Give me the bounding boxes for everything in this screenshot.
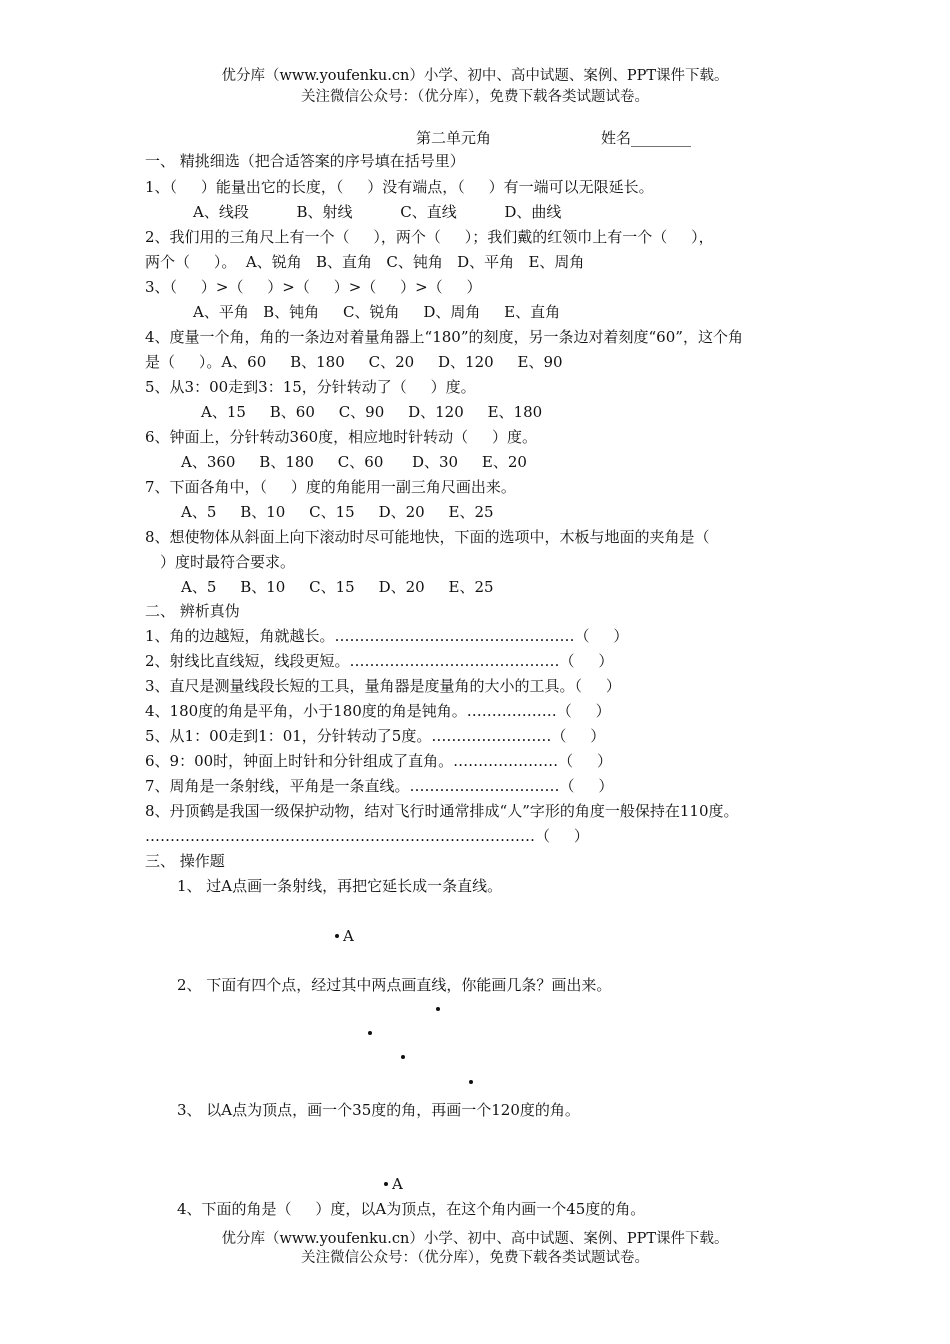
section3-heading: 三、 操作题 [145, 852, 225, 870]
question-line: 7、下面各角中，（ ）度的角能用一副三角尺画出来。 [145, 478, 516, 496]
footer-line-2: 关注微信公众号：（优分库），免费下载各类试题试卷。 [301, 1250, 649, 1266]
operation-question-2: 2、 下面有四个点，经过其中两点画直线，你能画几条？画出来。 [177, 976, 612, 994]
true-false-item: 8、丹顶鹤是我国一级保护动物，结对飞行时通常排成“人”字形的角度一般保持在110度。 [145, 802, 739, 820]
point-a-dot [335, 934, 339, 938]
point-dot [469, 1080, 473, 1084]
true-false-item: 1、角的边越短，角就越长。…………………………………………（ ） [145, 627, 629, 645]
point-dot [436, 1007, 440, 1011]
point-dot [401, 1055, 405, 1059]
options-line: A、平角 B、钝角 C、锐角 D、周角 E、直角 [193, 303, 561, 321]
true-false-item: 7、周角是一条射线，平角是一条直线。…………………………（ ） [145, 777, 614, 795]
options-line: A、5 B、10 C、15 D、20 E、25 [181, 503, 494, 521]
section2-heading: 二、 辨析真伪 [145, 602, 240, 620]
name-label: 姓名________ [601, 129, 692, 147]
question-line: 3、（ ）>（ ）>（ ）>（ ）>（ ） [145, 278, 482, 296]
question-line: ）度时最符合要求。 [160, 553, 296, 571]
operation-question-4: 4、下面的角是（ ）度，以A为顶点，在这个角内画一个45度的角。 [177, 1200, 646, 1218]
question-line: 1、（ ）能量出它的长度，（ ）没有端点，（ ）有一端可以无限延长。 [145, 178, 654, 196]
operation-question-1: 1、 过A点画一条射线，再把它延长成一条直线。 [177, 877, 503, 895]
options-line: A、线段 B、射线 C、直线 D、曲线 [193, 203, 562, 221]
point-dot [368, 1031, 372, 1035]
question-line: 5、从3：00走到3：15，分针转动了（ ）度。 [145, 378, 476, 396]
point-a-dot [384, 1182, 388, 1186]
section1-heading: 一、 精挑细选（把合适答案的序号填在括号里） [145, 152, 465, 170]
true-false-item: 3、直尺是测量线段长短的工具，量角器是度量角的大小的工具。（ ） [145, 677, 621, 695]
options-line: A、15 B、60 C、90 D、120 E、180 [201, 403, 543, 421]
question-line: 是（ ）。A、60 B、180 C、20 D、120 E、90 [145, 353, 563, 371]
point-a-label: A [392, 1175, 403, 1193]
header-line-1: 优分库（www.youfenku.cn）小学、初中、高中试题、案例、PPT课件下载。 [221, 68, 729, 84]
true-false-item: 5、从1：00走到1：01，分针转动了5度。……………………（ ） [145, 727, 606, 745]
options-line: A、360 B、180 C、60 D、30 E、20 [181, 453, 527, 471]
question-line: 8、想使物体从斜面上向下滚动时尽可能地快，下面的选项中，木板与地面的夹角是（ [145, 528, 710, 546]
true-false-item: 6、9：00时，钟面上时针和分针组成了直角。…………………（ ） [145, 752, 613, 770]
true-false-item: 2、射线比直线短，线段更短。……………………………………（ ） [145, 652, 614, 670]
question-line: 4、度量一个角，角的一条边对着量角器上“180”的刻度，另一条边对着刻度“60”，这个角 [145, 328, 743, 346]
footer-line-1: 优分库（www.youfenku.cn）小学、初中、高中试题、案例、PPT课件下载。 [221, 1231, 729, 1247]
header-line-2: 关注微信公众号：（优分库），免费下载各类试题试卷。 [301, 89, 649, 105]
question-line: 两个（ ）。 A、锐角 B、直角 C、钝角 D、平角 E、周角 [145, 253, 585, 271]
true-false-item: ……………………………………………………………………（ ） [145, 827, 589, 845]
question-line: 2、我们用的三角尺上有一个（ ），两个（ ）；我们戴的红领巾上有一个（ ）， [145, 228, 714, 246]
question-line: 6、钟面上，分针转动360度，相应地时针转动（ ）度。 [145, 428, 538, 446]
unit-title: 第二单元角 [416, 129, 492, 147]
point-a-label: A [343, 927, 354, 945]
operation-question-3: 3、 以A点为顶点，画一个35度的角，再画一个120度的角。 [177, 1101, 580, 1119]
true-false-item: 4、180度的角是平角，小于180度的角是钝角。………………（ ） [145, 702, 611, 720]
options-line: A、5 B、10 C、15 D、20 E、25 [181, 578, 494, 596]
